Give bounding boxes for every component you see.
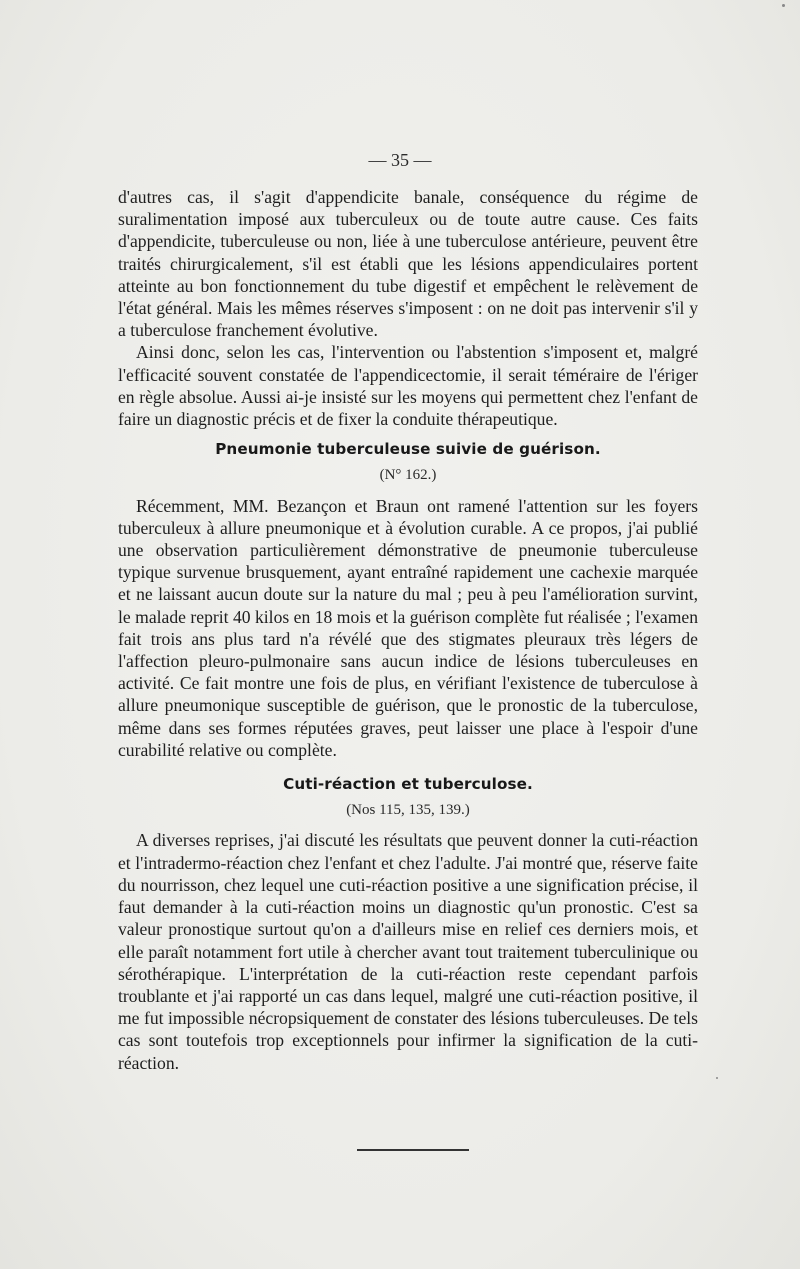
section-title-cuti-reaction: Cuti-réaction et tuberculose.	[283, 775, 533, 794]
page-number: — 35 —	[368, 150, 432, 170]
paragraph-cuti-reaction: A diverses reprises, j'ai discuté les résultats que peuvent donner la cuti-réaction et l'intradermo-réaction chez l'enfant et chez l'adulte. J'ai montré que, réserve faite du nourrisson, chez lequel une cuti-réaction positive a une signification précise, il faut demander à la cuti-réaction moins un diagnostic qu'un pronostic. C'est sa valeur pronostique surtout qu'on a d'ailleurs mise en relief ces derniers mois, et elle paraît notamment fort utile à chercher avant tout traitement tuberculinique ou sérothérapique. L'interprétation de la cuti-réaction reste cependant parfois troublante et j'ai rapporté un cas dans lequel, malgré une cuti-réaction positive, il me fut impossible nécropsiquement de constater des lésions tuberculeuses. De tels cas sont toutefois trop exceptionnels pour infirmer la signification de la cuti-réaction.	[118, 830, 698, 1073]
section-reference-pneumonie: (N° 162.)	[379, 467, 437, 484]
section-reference-cuti-reaction: (Nos 115, 135, 139.)	[346, 802, 470, 819]
paragraph-appendicite: d'autres cas, il s'agit d'appendicite banale, conséquence du régime de suralimentation imposé aux tuberculeux ou de toute autre cause. Ces faits d'appendicite, tuberculeuse ou non, liée à une tuberculose antérieure, peuvent être traités chirurgicalement, s'il est établi que les lésions appendiculaires portent atteinte au bon fonctionnement du tube digestif et empêchent le relèvement de l'état général. Mais les mêmes réserves s'imposent : on ne doit pas intervenir s'il y a tuberculose franchement évolutive.	[118, 187, 698, 341]
section-title-pneumonie: Pneumonie tuberculeuse suivie de guérison.	[215, 440, 601, 459]
paragraph-ainsi-donc: Ainsi donc, selon les cas, l'intervention ou l'abstention s'imposent et, malgré l'efficacité souvent constatée de l'appendicectomie, il serait téméraire de l'ériger en règle absolue. Aussi ai-je insisté sur les moyens qui permettent chez l'enfant de faire un diagnostic précis et de fixer la conduite thérapeutique.	[118, 342, 698, 430]
body-text	[118, 186, 698, 1074]
end-rule	[357, 1149, 469, 1151]
paper-speck	[782, 4, 785, 7]
paragraph-pneumonie: Récemment, MM. Bezançon et Braun ont ramené l'attention sur les foyers tuberculeux à allure pneumonique et à évolution curable. A ce propos, j'ai publié une observation particulièrement démonstrative de pneumonie tuberculeuse typique survenue brusquement, ayant entraîné rapidement une cachexie marquée et ne laissant aucun doute sur la nature du mal ; peu à peu l'amélioration survint, le malade reprit 40 kilos en 18 mois et la guérison complète fut réalisée ; l'examen fait trois ans plus tard n'a révélé que des stigmates pleuraux très légers de l'affection pleuro-pulmonaire sans aucun indice de lésions tuberculeuses en activité. Ce fait montre une fois de plus, en vérifiant l'existence de tuberculose à allure pneumonique susceptible de guérison, que le pronostic de la tuberculose, même dans ses formes réputées graves, peut laisser une place à l'espoir d'une curabilité relative ou complète.	[118, 495, 698, 760]
paper-speck	[716, 1077, 718, 1079]
